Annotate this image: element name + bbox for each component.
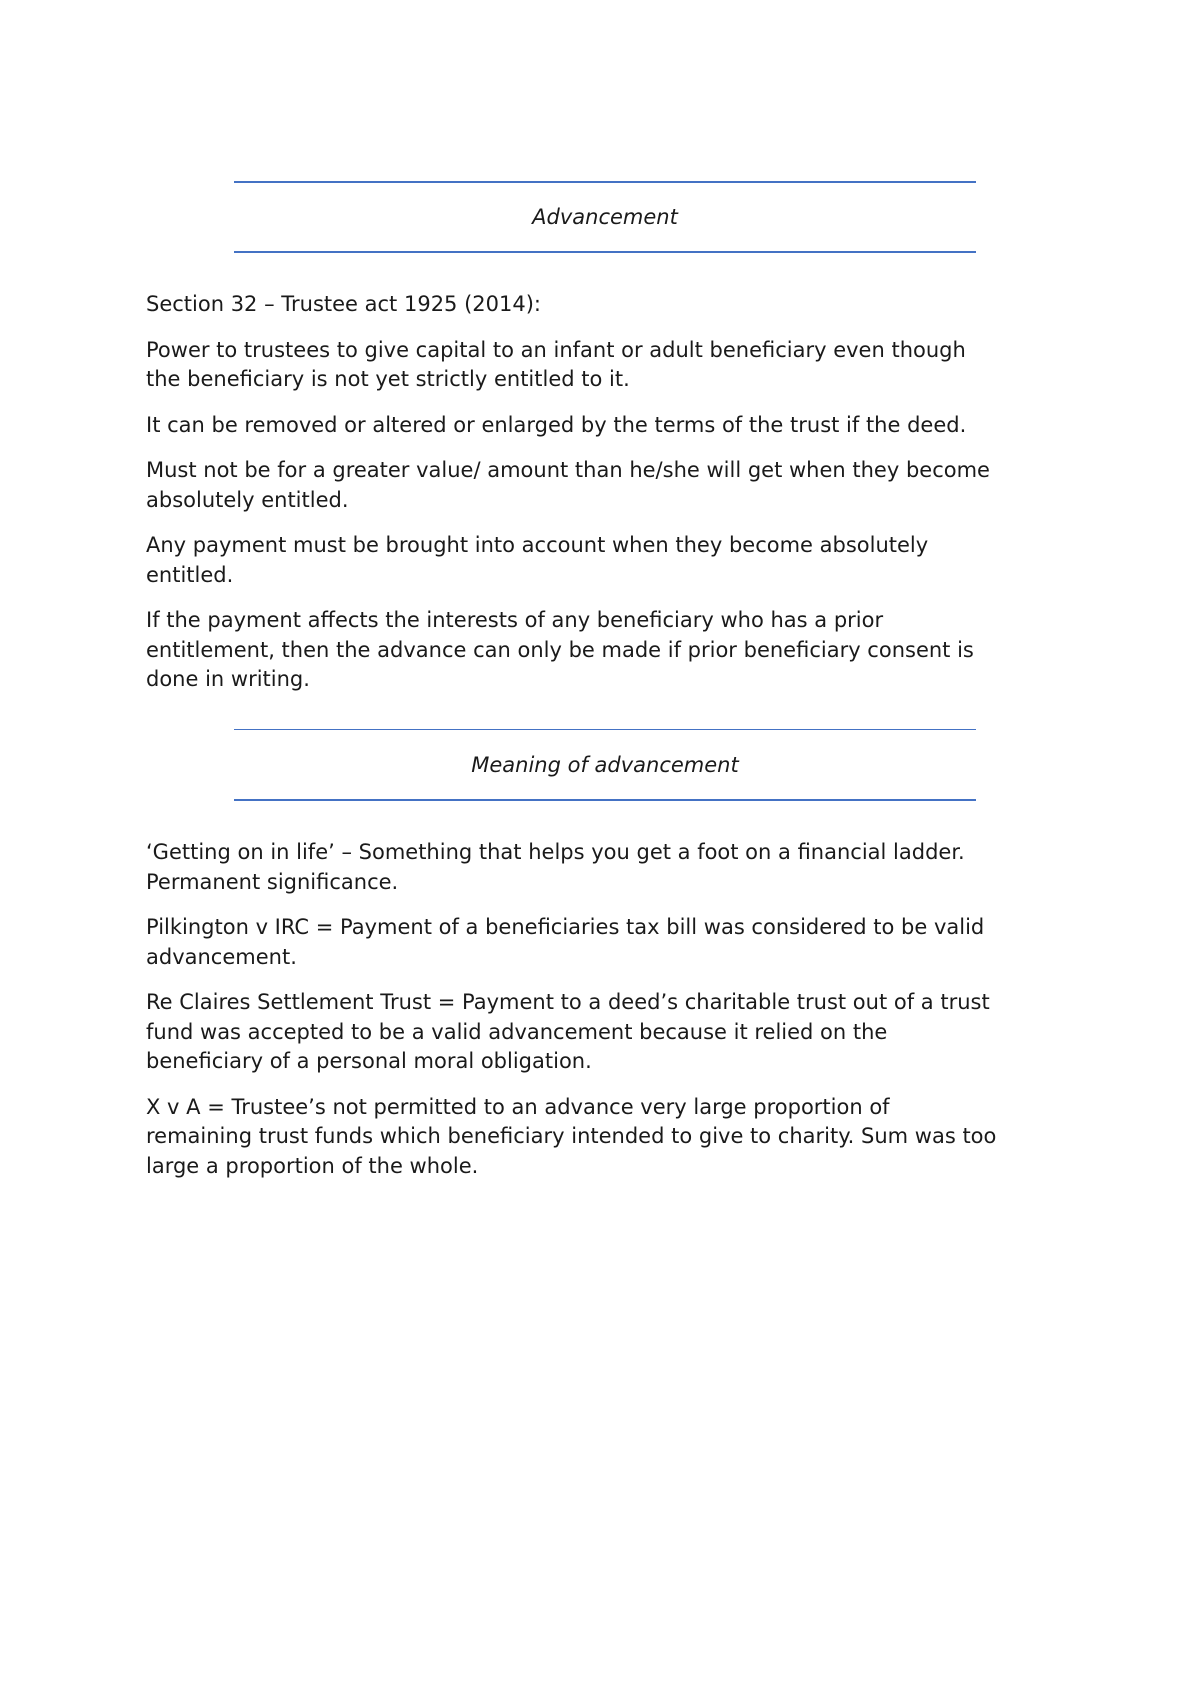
paragraph: Pilkington v IRC = Payment of a beneficiaries tax bill was considered to be valid advancement.: [146, 915, 985, 969]
paragraph: Section 32 – Trustee act 1925 (2014):: [146, 292, 541, 316]
paragraph: Must not be for a greater value/ amount than he/she will get when they become absolutely entitled.: [146, 458, 990, 512]
paragraph: It can be removed or altered or enlarged by the terms of the trust if the deed.: [146, 412, 967, 437]
heading-advancement: [234, 181, 976, 253]
section-meaning: [146, 838, 1066, 1197]
heading-meaning-of-advancement: [234, 729, 976, 801]
heading-advancement-text: Advancement: [532, 205, 678, 229]
paragraph: ‘Getting on in life’ – Something that helps you get a foot on a financial ladder. Permanent significance.: [146, 840, 965, 894]
paragraph: X v A = Trustee’s not permitted to an advance very large proportion of remaining trust funds which beneficiary intended to give to charity. Sum was too large a proportion of the whole.: [146, 1094, 997, 1178]
paragraph: Any payment must be brought into account when they become absolutely entitled.: [146, 533, 929, 587]
paragraph: Power to trustees to give capital to an infant or adult beneficiary even though the beneficiary is not yet strictly entitled to it.: [146, 337, 966, 391]
heading-meaning-text: Meaning of advancement: [471, 752, 739, 777]
section-advancement: [146, 290, 1066, 711]
paragraph: If the payment affects the interests of any beneficiary who has a prior entitlement, then the advance can only be made if prior beneficiary consent is done in writing.: [146, 608, 974, 691]
paragraph: Re Claires Settlement Trust = Payment to a deed’s charitable trust out of a trust fund was accepted to be a valid advancement because it relied on the beneficiary of a personal moral obligation.: [146, 990, 990, 1073]
